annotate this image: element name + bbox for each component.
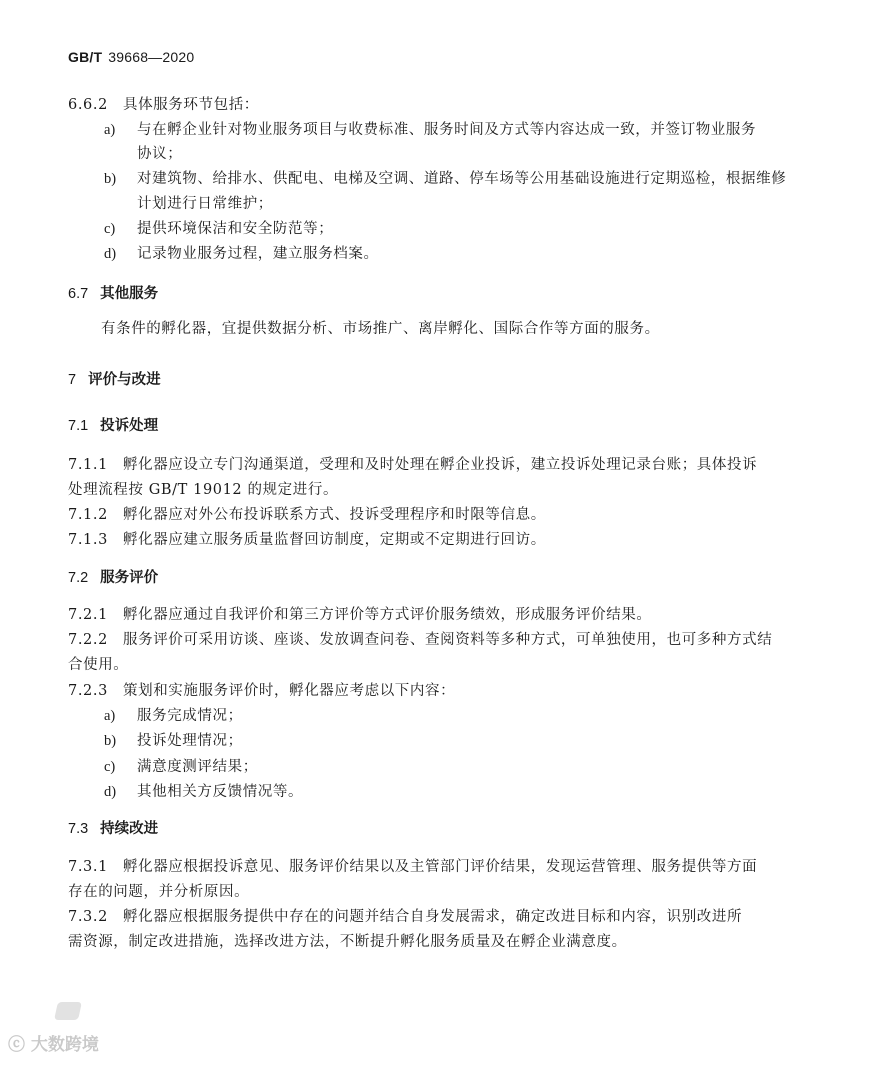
- clause-7-1-3: 7.1.3 孵化器应建立服务质量监督回访制度，定期或不定期进行回访。: [68, 532, 546, 548]
- list-item-label: c): [104, 759, 116, 775]
- list-item-label: a): [104, 122, 116, 138]
- section-number: 7.1: [68, 418, 89, 434]
- clause-7-2-3: 7.2.3 策划和实施服务评价时，孵化器应考虑以下内容：: [68, 683, 456, 699]
- list-item-text: 投诉处理情况；: [137, 733, 243, 749]
- watermark-text: 大数跨境: [30, 1035, 99, 1055]
- clause-7-3-1-cont: 存在的问题，并分析原因。: [68, 884, 250, 900]
- watermark-swirl-icon: ⓒ: [8, 1035, 25, 1055]
- section-heading-7-3: [68, 819, 158, 839]
- section-number: 6.7: [68, 286, 89, 302]
- standard-number: 39668—2020: [108, 49, 195, 65]
- section-6-7-text: 有条件的孵化器，宜提供数据分析、市场推广、离岸孵化、国际合作等方面的服务。: [101, 321, 660, 337]
- list-item-text: 提供环境保洁和安全防范等；: [137, 221, 334, 237]
- section-title: 持续改进: [100, 821, 159, 837]
- clause-6-6-2-intro: 6.6.2 具体服务环节包括：: [68, 97, 259, 113]
- clause-7-3-2: 7.3.2 孵化器应根据服务提供中存在的问题并结合自身发展需求，确定改进目标和内容，识别改进所: [68, 909, 743, 925]
- list-item-label: a): [104, 708, 116, 724]
- list-item-label: d): [104, 246, 117, 262]
- section-number: 7.3: [68, 821, 89, 837]
- section-title: 其他服务: [100, 286, 159, 302]
- clause-7-1-1: 7.1.1 孵化器应设立专门沟通渠道，受理和及时处理在孵企业投诉，建立投诉处理记录台账；具体投诉: [68, 457, 758, 473]
- clause-7-2-1: 7.2.1 孵化器应通过自我评价和第三方评价等方式评价服务绩效，形成服务评价结果。: [68, 607, 652, 623]
- list-item-text-cont: 协议；: [137, 146, 183, 162]
- list-item-label: c): [104, 221, 116, 237]
- section-heading-7-1: [68, 416, 158, 436]
- chapter-number: 7: [68, 372, 77, 388]
- section-heading-6-7: [68, 284, 158, 304]
- list-item-text: 其他相关方反馈情况等。: [137, 784, 304, 800]
- list-item-text: 满意度测评结果；: [137, 759, 258, 775]
- list-item-text: 服务完成情况；: [137, 708, 243, 724]
- list-item-label: d): [104, 784, 117, 800]
- clause-7-2-2: 7.2.2 服务评价可采用访谈、座谈、发放调查问卷、查阅资料等多种方式，可单独使用，也可多种方式结: [68, 632, 773, 648]
- clause-7-1-2: 7.1.2 孵化器应对外公布投诉联系方式、投诉受理程序和时限等信息。: [68, 507, 546, 523]
- standard-code: GB/T: [68, 49, 103, 65]
- clause-7-2-2-cont: 合使用。: [68, 657, 129, 673]
- clause-7-3-1: 7.3.1 孵化器应根据投诉意见、服务评价结果以及主管部门评价结果，发现运营管理、服务提供等方面: [68, 859, 758, 875]
- list-item-text: 对建筑物、给排水、供配电、电梯及空调、道路、停车场等公用基础设施进行定期巡检，根据维修: [137, 171, 787, 187]
- section-heading-7-2: [68, 568, 158, 588]
- section-title: 投诉处理: [100, 418, 159, 434]
- watermark: [8, 1030, 99, 1055]
- watermark-logo-icon: [54, 1002, 82, 1020]
- section-number: 7.2: [68, 570, 89, 586]
- clause-7-3-2-cont: 需资源，制定改进措施，选择改进方法，不断提升孵化服务质量及在孵企业满意度。: [68, 934, 627, 950]
- list-item-text: 记录物业服务过程，建立服务档案。: [137, 246, 379, 262]
- list-item-text-cont: 计划进行日常维护；: [137, 196, 273, 212]
- clause-7-1-1-cont: 处理流程按 GB/T 19012 的规定进行。: [68, 482, 339, 498]
- chapter-title: 评价与改进: [88, 372, 161, 388]
- list-item-label: b): [104, 733, 117, 749]
- section-title: 服务评价: [100, 570, 159, 586]
- list-item-label: b): [104, 171, 117, 187]
- page-header: [68, 49, 194, 65]
- list-item-text: 与在孵企业针对物业服务项目与收费标准、服务时间及方式等内容达成一致，并签订物业服务: [137, 122, 757, 138]
- chapter-heading-7: [68, 370, 161, 390]
